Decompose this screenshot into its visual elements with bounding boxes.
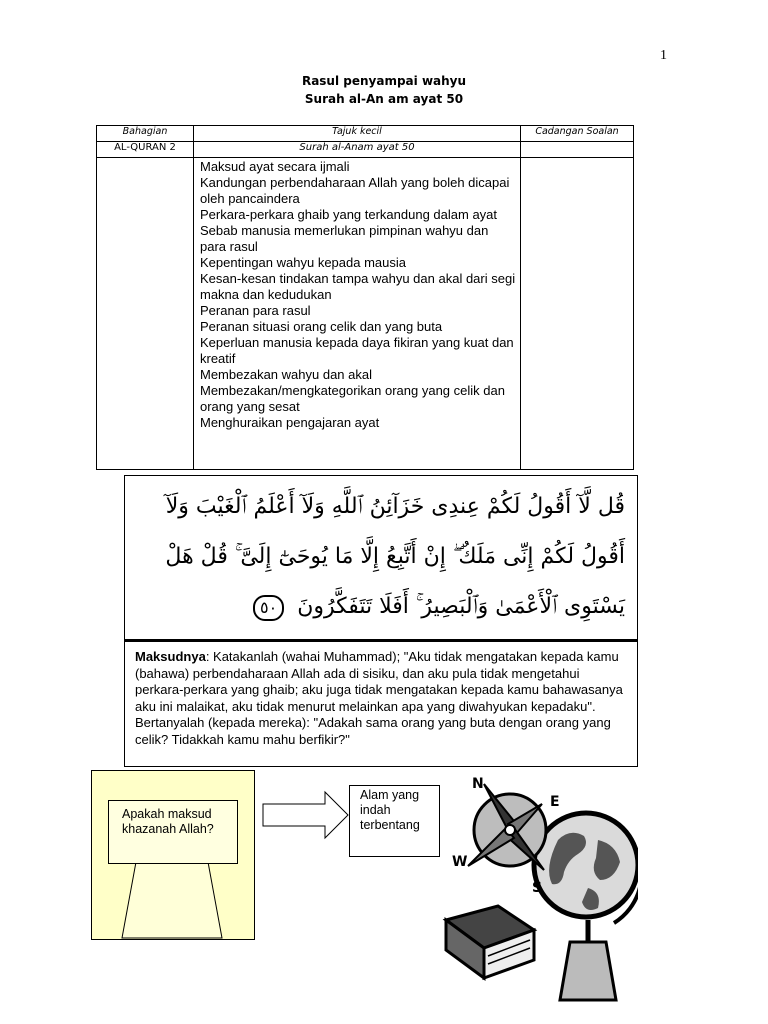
globe-icon [534,813,638,1000]
cell-cadangan-soalan [521,142,634,158]
cell-topic-list [194,158,521,470]
compass-letter-w: W [452,854,468,870]
list-item: Kesan-kesan tindakan tampa wahyu dan akal dari segi makna dan kedudukan [200,271,516,302]
compass-rose-icon [468,784,546,870]
page-title: Rasul penyampai wahyu [301,74,467,88]
question-text: Apakah maksud khazanah Allah? [122,807,214,836]
list-item: Keperluan manusia kepada daya fikiran yang kuat dan kreatif [200,335,514,366]
meaning-text: : Katakanlah (wahai Muhammad); "Aku tidak mengatakan kepada kamu (bahawa) perbendaharaan Allah ada di sisiku, dan aku pula tidak mengetahui perkara-perkara yang ghaib; aku juga tidak mengatakan kepada kamu bahawasanya aku ini malaikat, aku tidak menurut melainkan apa yang diwahyukan kepadaku". Bertanyalah (kepada mereka): "Adakah sama orang yang buta dengan orang yang celik? Tidakkah kamu mahu berfikir?" [135,649,623,747]
ayah-number-marker: ٥٠ [253,595,284,621]
table-header-row [97,126,634,142]
compass-globe-book-clipart [438,770,638,1020]
list-item: Menghuraikan pengajaran ayat [200,415,380,430]
cell-bahagian: AL-QURAN 2 [97,142,194,158]
answer-box [349,785,440,857]
list-item: Maksud ayat secara ijmali [200,159,350,174]
table-row [97,158,634,470]
list-item: Peranan situasi orang celik dan yang buta [200,319,443,334]
list-item: Membezakan/mengkategorikan orang yang celik dan orang yang sesat [200,383,505,414]
book-icon [446,906,534,978]
quran-verse-box [124,475,638,640]
compass-letter-s: S [532,880,543,896]
header-tajuk-kecil: Tajuk kecil [194,126,521,142]
list-item: Kepentingan wahyu kepada mausia [200,255,406,270]
question-box [108,800,238,864]
page-subtitle: Surah al-An am ayat 50 [304,92,464,106]
answer-text: Alam yang indah terbentang [360,788,420,832]
list-item: Kandungan perbendaharaan Allah yang boleh dicapai oleh pancaindera [200,175,510,206]
topic-table [96,125,634,470]
topic-list [194,158,520,431]
meaning-label: Maksudnya [135,649,206,664]
right-arrow-icon [262,790,350,840]
list-item: Peranan para rasul [200,303,311,318]
arabic-verse [135,482,625,632]
header-bahagian: Bahagian [97,126,194,142]
arabic-verse-text: قُل لَّآ أَقُولُ لَكُمْ عِندِى خَزَآئِنُ ٱللَّهِ وَلَآ أَعْلَمُ ٱلْغَيْبَ وَلَآ أَقُولُ لَكُمْ إِنِّى مَلَكٌ ۖ إِنْ أَتَّبِعُ إِلَّا مَا يُوحَىٰٓ إِلَىَّ ۚ قُلْ هَلْ يَسْتَوِى ٱلْأَعْمَىٰ وَٱلْبَصِيرُ ۚ أَفَلَا تَتَفَكَّرُونَ [165,494,625,619]
page-number: 1 [660,48,667,63]
compass-letter-n: N [472,776,484,792]
list-item: Perkara-perkara ghaib yang terkandung dalam ayat [200,207,498,222]
list-item: Membezakan wahyu dan akal [200,367,372,382]
compass-letter-e: E [550,794,560,810]
header-cadangan-soalan: Cadangan Soalan [521,126,634,142]
meaning-paragraph [135,649,627,748]
table-row [97,142,634,158]
list-item: Sebab manusia memerlukan pimpinan wahyu dan para rasul [200,223,489,254]
cell-tajuk-kecil: Surah al-Anam ayat 50 [194,142,521,158]
cell-empty [521,158,634,470]
cell-empty [97,158,194,470]
meaning-box [124,640,638,767]
